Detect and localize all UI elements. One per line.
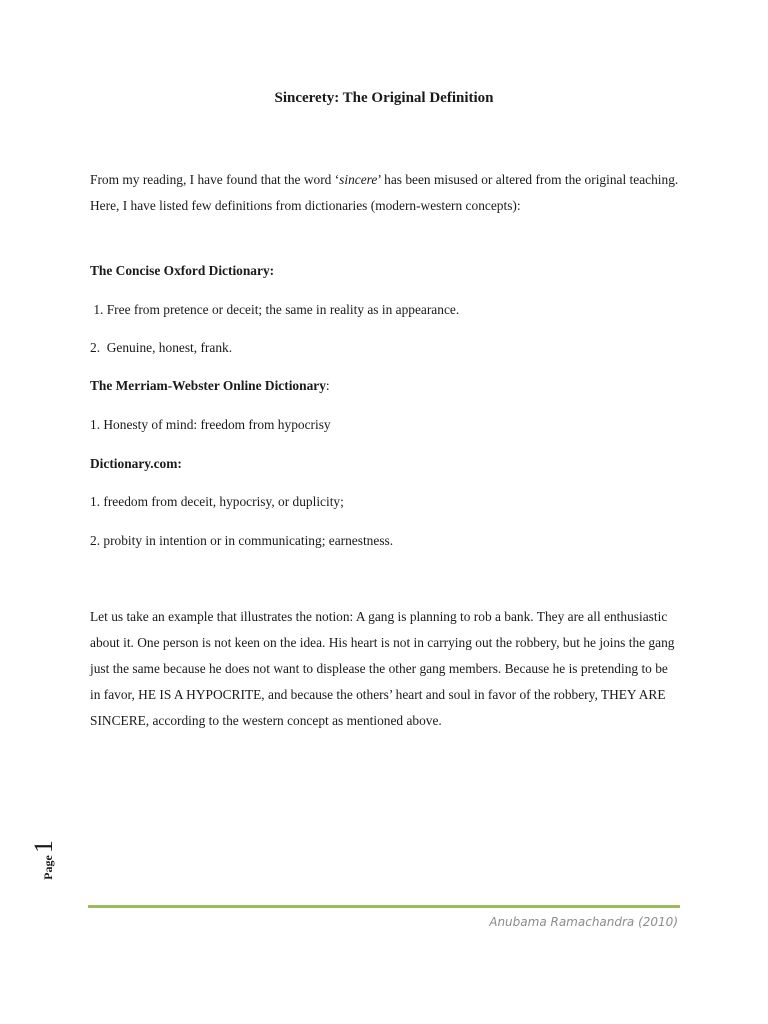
definition-item: 2. Genuine, honest, frank. [90,340,233,355]
section-heading-text: Dictionary.com: [90,456,182,471]
intro-text-after: ’ has been misused or altered from the original teaching. Here, I have listed few definitions from dictionaries (modern-western concepts): [90,172,679,213]
author-credit: Anubama Ramachandra (2010) [489,915,678,929]
definition-item: 1. freedom from deceit, hypocrisy, or duplicity; [90,494,344,509]
page-number-value: 1 [29,840,58,854]
example-paragraph: Let us take an example that illustrates the notion: A gang is planning to rob a bank. They are all enthusiastic about it. One person is not keen on the idea. His heart is not in carrying out the robbery, but he joins the gang just the same because he does not want to displease the other gang members. Because he is pretending to be in favor, HE IS A HYPOCRITE, and because the others’ heart and soul in favor of the robbery, THEY ARE SINCERE, according to the western concept as mentioned above. [90,609,675,728]
section-heading-text: The Concise Oxford Dictionary: [90,263,275,278]
page-label: Page [41,855,55,880]
section-heading-oxford [90,262,274,280]
section-heading-suffix: : [325,378,330,393]
intro-text-before: From my reading, I have found that the word ‘ [90,172,340,187]
section-heading-text: The Merriam-Webster Online Dictionary [90,378,326,393]
definition-item: 1. Free from pretence or deceit; the same in reality as in appearance. [90,302,460,317]
intro-emphasis: sincere [339,172,378,187]
section-heading-dictionary-com [90,455,182,473]
intro-paragraph [90,167,680,219]
definition-item: 2. probity in intention or in communicating; earnestness. [90,533,394,548]
page-number [29,825,69,895]
document-title: Sincerety: The Original Definition [274,90,494,106]
footer-divider [88,905,680,908]
section-heading-merriam-webster [90,377,330,395]
definition-item: 1. Honesty of mind: freedom from hypocrisy [90,417,331,432]
